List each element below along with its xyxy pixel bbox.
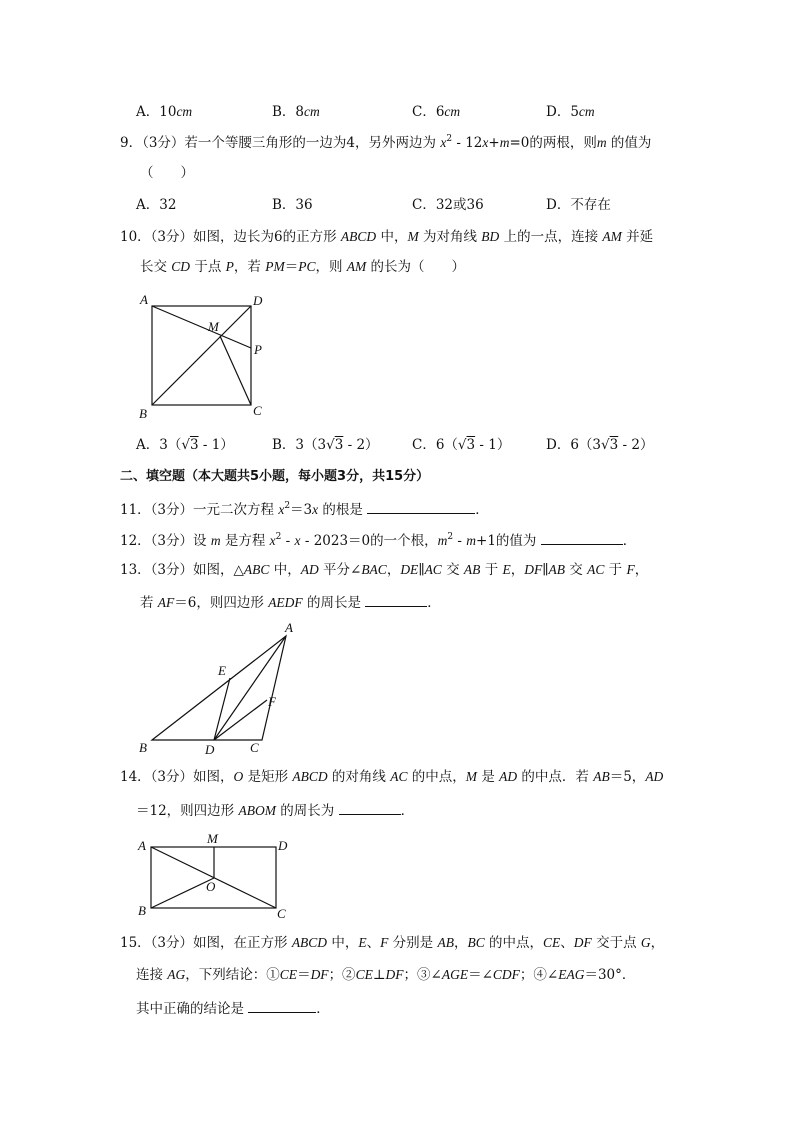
q13-label-f: F — [268, 694, 276, 709]
q10-label-p: P — [254, 342, 262, 357]
segment-df — [214, 700, 267, 740]
q13-label-a: A — [285, 620, 293, 635]
q10-label-b: B — [139, 406, 147, 421]
q13-label-b: B — [139, 740, 147, 755]
q9-option-d: D．不存在 — [546, 197, 611, 213]
diagonal-ac — [151, 847, 276, 908]
segment-mc — [220, 336, 251, 405]
segment-ad — [214, 636, 286, 740]
q15-stem-line1: 15．（3分）如图，在正方形 ABCD 中，E、F 分别是 AB，BC 的中点，CE、DF 交于点 G， — [120, 935, 665, 951]
q14-stem-line1: 14．（3分）如图，O 是矩形 ABCD 的对角线 AC 的中点，M 是 AD 的中点．若 AB＝5，AD — [120, 769, 664, 785]
q14-label-c: C — [277, 906, 286, 921]
q13-label-e: E — [218, 663, 226, 678]
q10-stem-line2: 长交 CD 于点 P，若 PM＝PC，则 AM 的长为（ ） — [140, 259, 466, 275]
q8-option-a: A．10cm — [136, 104, 193, 120]
q12-answer-blank — [541, 530, 623, 545]
q13-label-d: D — [205, 742, 215, 757]
q14-label-d: D — [278, 838, 288, 853]
q9-stem: 9．（3分）若一个等腰三角形的一边为4，另外两边为 $x^2 - 12x+m=0$的两根，则m 的值为 — [120, 134, 652, 151]
segment-ap — [152, 306, 251, 348]
q13-answer-blank — [365, 592, 427, 607]
q10-label-d: D — [253, 293, 263, 308]
q12-stem: 12．（3分）设 m 是方程 $x^2 - x - 2023=0$的一个根，$m^2 - m+1$的值为 ． — [120, 532, 637, 549]
q9-option-b: B．36 — [272, 197, 313, 213]
q10-option-d: D．6（3√3 - 2） — [546, 437, 654, 453]
q15-stem-line3: 其中正确的结论是 ． — [136, 998, 330, 1018]
q11-answer-blank — [367, 499, 475, 514]
q10-stem-line1: 10．（3分）如图，边长为6的正方形 ABCD 中，M 为对角线 BD 上的一点，连接 AM 并延 — [120, 229, 654, 245]
q14-label-m: M — [207, 831, 218, 846]
q10-option-a: A．3（√3 - 1） — [136, 437, 234, 453]
rectangle-abcd — [151, 847, 276, 908]
q11-stem: 11．（3分）一元二次方程 $x^2=3x$ 的根是 ． — [120, 501, 489, 518]
q8-option-d: D．5cm — [546, 104, 595, 120]
q10-option-c: C．6（√3 - 1） — [412, 437, 511, 453]
q10-label-a: A — [140, 292, 148, 307]
q14-stem-line2: ＝12，则四边形 ABOM 的周长为 ． — [136, 800, 414, 820]
q13-stem-line2: 若 AF＝6，则四边形 AEDF 的周长是 ． — [140, 592, 441, 612]
q10-option-b: B．3（3√3 - 2） — [272, 437, 379, 453]
q8-option-c: C．6cm — [412, 104, 461, 120]
q8-option-b: B．8cm — [272, 104, 320, 120]
q15-answer-blank — [248, 998, 316, 1013]
segment-de — [214, 678, 230, 740]
q10-label-c: C — [253, 403, 262, 418]
diagonal-bd — [152, 306, 251, 405]
q9-option-c: C．32或36 — [412, 197, 484, 213]
q9-answer-paren: （ ） — [140, 165, 194, 181]
q13-stem-line1: 13．（3分）如图，△ABC 中，AD 平分∠BAC，DE∥AC 交 AB 于 E，DF∥AB 交 AC 于 F， — [120, 562, 649, 578]
section-2-heading: 二、填空题（本大题共5小题，每小题3分，共15分） — [120, 469, 430, 484]
q14-answer-blank — [339, 800, 401, 815]
triangle-abc — [152, 636, 286, 740]
square-abcd — [152, 306, 251, 405]
q10-label-m: M — [208, 319, 219, 334]
q9-option-a: A．32 — [136, 197, 177, 213]
segment-bo — [151, 878, 214, 908]
q14-label-b: B — [138, 903, 146, 918]
q14-label-o: O — [206, 879, 216, 894]
q15-stem-line2: 连接 AG，下列结论：①CE＝DF；②CE⊥DF；③∠AGE＝∠CDF；④∠EAG＝30°． — [136, 967, 636, 983]
q13-label-c: C — [250, 740, 259, 755]
q14-label-a: A — [138, 838, 146, 853]
